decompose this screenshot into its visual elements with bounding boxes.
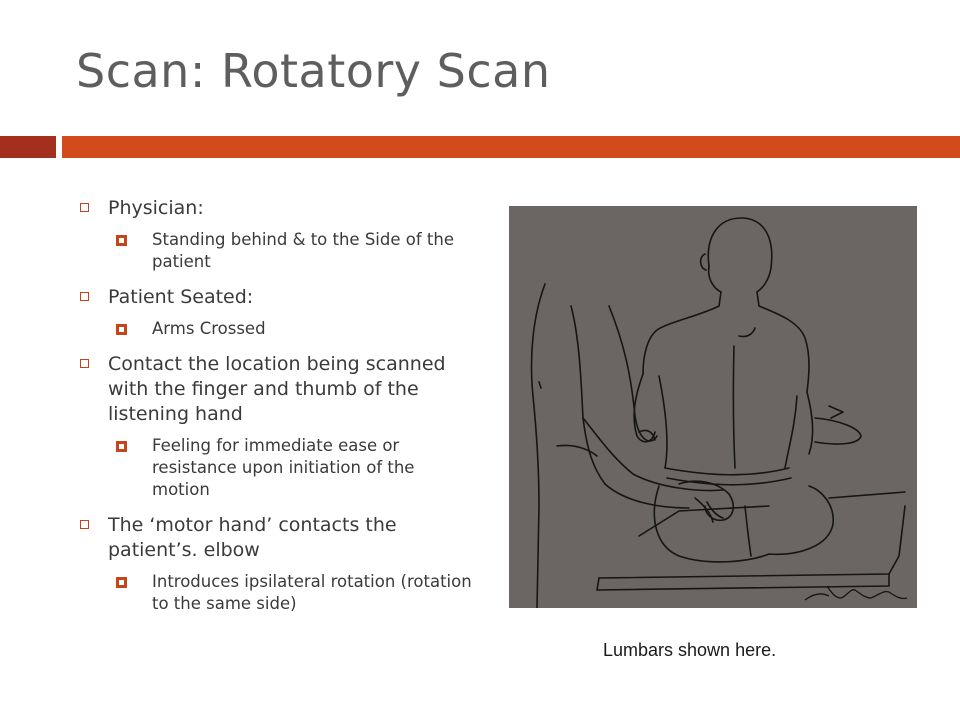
hollow-square-bullet-icon (80, 520, 89, 529)
rotatory-scan-illustration (509, 206, 917, 608)
bullet-text: The ‘motor hand’ contacts the patient’s. elbow (108, 514, 397, 561)
hollow-square-bullet-icon (80, 203, 89, 212)
filled-square-bullet-icon (116, 235, 127, 246)
sub-bullet-text: Introduces ipsilateral rotation (rotation to the same side) (152, 572, 472, 613)
sub-bullet-text: Standing behind & to the Side of the patient (152, 230, 454, 271)
accent-bar-left (0, 136, 56, 158)
bullet-text: Physician: (108, 197, 204, 219)
bullet-text: Patient Seated: (108, 286, 254, 308)
filled-square-bullet-icon (116, 577, 127, 588)
slide-title: Scan: Rotatory Scan (76, 44, 551, 98)
sub-bullet-text: Arms Crossed (152, 319, 266, 338)
sub-bullet-item (76, 229, 476, 273)
filled-square-bullet-icon (116, 324, 127, 335)
bullet-item (76, 285, 476, 310)
bullet-item (76, 352, 476, 427)
bullet-list (76, 196, 476, 627)
hollow-square-bullet-icon (80, 292, 89, 301)
accent-bar-right (62, 136, 960, 158)
bullet-text: Contact the location being scanned with the finger and thumb of the listening hand (108, 353, 446, 425)
bullet-item (76, 513, 476, 563)
hollow-square-bullet-icon (80, 359, 89, 368)
bullet-item (76, 196, 476, 221)
figure-caption: Lumbars shown here. (603, 640, 777, 660)
sub-bullet-item (76, 435, 476, 501)
sub-bullet-text: Feeling for immediate ease or resistance upon initiation of the motion (152, 436, 415, 499)
sub-bullet-item (76, 318, 476, 340)
sub-bullet-item (76, 571, 476, 615)
filled-square-bullet-icon (116, 441, 127, 452)
